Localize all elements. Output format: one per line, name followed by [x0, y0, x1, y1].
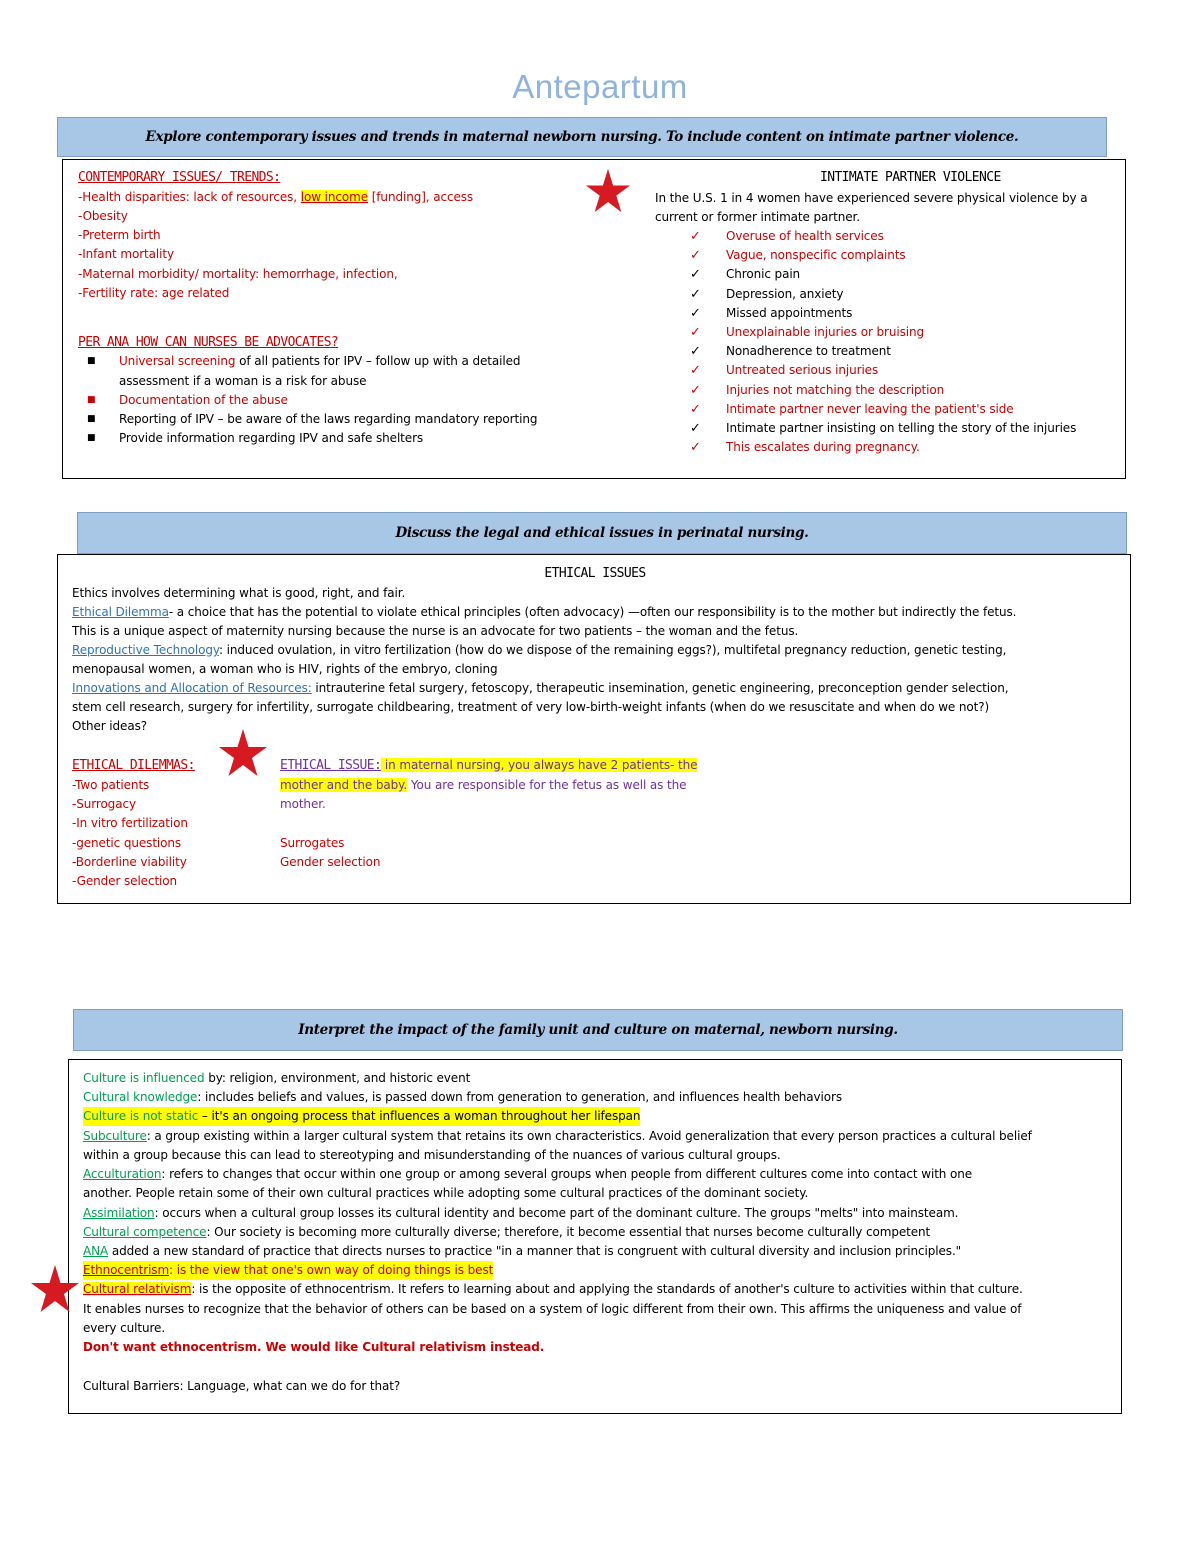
- ana-bullet-cont: assessment if a woman is a risk for abuse: [119, 374, 367, 388]
- star-icon: [218, 728, 268, 778]
- ethnocentrism-line: Ethnocentrism: is the view that one's own way of doing things is best: [83, 1261, 493, 1280]
- ana-bullet: Provide information regarding IPV and safe shelters: [119, 431, 424, 445]
- culture-line: Assimilation: occurs when a cultural group losses its cultural identity and become part of the dominant culture. The groups "melts" into mainsteam.: [83, 1206, 959, 1220]
- culture-line: Culture is influenced by: religion, environment, and historic event: [83, 1071, 471, 1085]
- contemporary-item: -Fertility rate: age related: [78, 286, 230, 300]
- ipv-sign-item: Depression, anxiety: [726, 286, 844, 301]
- checkmark-icon: ✓: [690, 229, 701, 244]
- culture-line-cont: every culture.: [83, 1321, 166, 1335]
- ana-heading: PER ANA HOW CAN NURSES BE ADVOCATES?: [78, 335, 339, 350]
- ipv-sign-item: Nonadherence to treatment: [726, 344, 891, 359]
- ethical-dilemmas-heading: ETHICAL DILEMMAS:: [72, 758, 195, 773]
- checkmark-icon: ✓: [690, 344, 701, 360]
- culture-line: Subculture: a group existing within a larger cultural system that retains its own characteristics. Avoid generalization that every person practices a cultural belief: [83, 1129, 1032, 1143]
- ana-bullet: Universal screening of all patients for IPV – follow up with a detailed: [119, 354, 521, 368]
- square-bullet-icon: ■: [87, 433, 96, 443]
- section1-banner-text: Explore contemporary issues and trends in maternal newborn nursing. To include content on intimate partner violence.: [145, 129, 1019, 145]
- ipv-sign-item: Untreated serious injuries: [726, 363, 879, 378]
- contemporary-item: -Obesity: [78, 209, 128, 223]
- ethical-dilemma-item: -Borderline viability: [72, 854, 187, 869]
- reproductive-tech-line: Reproductive Technology: induced ovulation, in vitro fertilization (how do we dispose of the remaining eggs?), multifetal pregnancy reduction, genetic testing,: [72, 643, 1007, 657]
- ipv-heading: INTIMATE PARTNER VIOLENCE: [820, 170, 1001, 185]
- ethical-issue-label: ETHICAL ISSUE:: [280, 758, 382, 773]
- culture-line: Cultural competence: Our society is becoming more culturally diverse; therefore, it become essential that nurses become culturally competent: [83, 1225, 931, 1239]
- section2-banner-text: Discuss the legal and ethical issues in perinatal nursing.: [395, 525, 809, 541]
- checkmark-icon: ✓: [690, 286, 701, 302]
- ethical-issue-line: ETHICAL ISSUE: in maternal nursing, you always have 2 patients- the: [280, 758, 698, 773]
- section2-banner: [77, 512, 1127, 554]
- checkmark-icon: ✓: [690, 267, 701, 283]
- square-bullet-icon: ■: [87, 395, 96, 405]
- ethical-issue-cont: mother and the baby. You are responsible for the fetus as well as the: [280, 778, 687, 792]
- section3-box: [68, 1059, 1122, 1414]
- star-icon: [30, 1264, 80, 1314]
- ipv-sign-item: Missed appointments: [726, 305, 853, 320]
- ipv-sign-item: Intimate partner never leaving the patient's side: [726, 401, 1014, 416]
- contemporary-item: -Maternal morbidity/ mortality: hemorrhage, infection,: [78, 267, 398, 281]
- ethical-dilemma-item: -genetic questions: [72, 835, 182, 850]
- cultural-relativism-line: Cultural relativism: is the opposite of ethnocentrism. It refers to learning about and applying the standards of another's culture to activities within that culture.: [83, 1282, 1023, 1296]
- culture-line: Cultural knowledge: includes beliefs and values, is passed down from generation to generation, and influences health behaviors: [83, 1090, 843, 1104]
- ipv-sign-item: Unexplainable injuries or bruising: [726, 325, 924, 339]
- contemporary-item: -Health disparities: lack of resources, low income [funding], access: [78, 190, 474, 204]
- ethical-dilemma-item: -Surrogacy: [72, 797, 136, 812]
- ipv-intro: current or former intimate partner.: [655, 210, 860, 224]
- reproductive-tech-cont: menopausal women, a woman who is HIV, rights of the embryo, cloning: [72, 662, 498, 676]
- other-ideas: Other ideas?: [72, 719, 147, 733]
- ethnocentrism-note: Don't want ethnocentrism. We would like Cultural relativism instead.: [83, 1340, 545, 1354]
- ethical-dilemma-item: -Gender selection: [72, 874, 178, 888]
- reproductive-tech-label: Reproductive Technology: [72, 643, 220, 657]
- ethics-definition: Ethics involves determining what is good, right, and fair.: [72, 586, 406, 600]
- culture-line: Acculturation: refers to changes that occur within one group or among several groups when people from different cultures come into contact with one: [83, 1167, 973, 1181]
- ipv-sign-item: Injuries not matching the description: [726, 382, 945, 397]
- square-bullet-icon: ■: [87, 356, 96, 366]
- culture-line-highlight: Culture is not static – it's an ongoing process that influences a woman throughout her lifespan: [83, 1107, 640, 1126]
- section1-banner: [57, 117, 1107, 157]
- section3-banner: [73, 1009, 1123, 1051]
- culture-line-cont: It enables nurses to recognize that the behavior of others can be based on a system of logic different from their own. This affirms the uniqueness and value of: [83, 1302, 1022, 1316]
- ipv-sign-item: This escalates during pregnancy.: [726, 440, 920, 455]
- culture-line-cont: another. People retain some of their own cultural practices while adopting some cultural practices of the dominant society.: [83, 1186, 809, 1200]
- ethical-dilemma-item: -In vitro fertilization: [72, 816, 188, 831]
- page-title: Antepartum: [512, 68, 688, 105]
- culture-line: ANA added a new standard of practice that directs nurses to practice "in a manner that is congruent with cultural diversity and inclusion principles.": [83, 1244, 962, 1258]
- innovations-line: Innovations and Allocation of Resources: intrauterine fetal surgery, fetoscopy, therapeutic insemination, genetic engineering, preconception gender selection,: [72, 681, 1009, 695]
- checkmark-icon: ✓: [690, 363, 701, 379]
- square-bullet-icon: ■: [87, 414, 96, 424]
- checkmark-icon: ✓: [690, 401, 701, 417]
- checkmark-icon: ✓: [690, 305, 701, 321]
- ipv-sign-item: Vague, nonspecific complaints: [726, 248, 906, 263]
- innovations-label: Innovations and Allocation of Resources:: [72, 681, 312, 695]
- checkmark-icon: ✓: [690, 382, 701, 398]
- ethical-issue-gender: Gender selection: [280, 855, 381, 869]
- ethical-issue-surrogates: Surrogates: [280, 836, 345, 850]
- ipv-sign-item: Overuse of health services: [726, 229, 884, 243]
- ana-bullet: Documentation of the abuse: [119, 393, 288, 407]
- checkmark-icon: ✓: [690, 440, 701, 456]
- ethical-dilemma-cont: This is a unique aspect of maternity nursing because the nurse is an advocate for two patients – the woman and the fetus.: [72, 624, 799, 638]
- contemporary-item: -Preterm birth: [78, 228, 161, 242]
- ipv-intro: In the U.S. 1 in 4 women have experienced severe physical violence by a: [655, 191, 1088, 205]
- cultural-barriers: Cultural Barriers: Language, what can we do for that?: [83, 1379, 401, 1393]
- ethical-dilemma-label: Ethical Dilemma: [72, 605, 169, 619]
- section3-banner-text: Interpret the impact of the family unit and culture on maternal, newborn nursing.: [298, 1022, 898, 1038]
- ana-bullet: Reporting of IPV – be aware of the laws regarding mandatory reporting: [119, 412, 538, 426]
- ipv-sign-item: Chronic pain: [726, 267, 801, 282]
- contemporary-item: -Infant mortality: [78, 247, 174, 261]
- innovations-cont: stem cell research, surgery for infertility, surrogate childbearing, treatment of very low-birth-weight infants (when do we resuscitate and when do we not?): [72, 700, 990, 714]
- low-income-highlight: low income: [300, 190, 369, 204]
- contemporary-heading: CONTEMPORARY ISSUES/ TRENDS:: [78, 170, 281, 185]
- star-icon: [585, 168, 631, 214]
- checkmark-icon: ✓: [690, 421, 701, 436]
- checkmark-icon: ✓: [690, 325, 701, 340]
- ethical-issues-heading: ETHICAL ISSUES: [544, 566, 646, 581]
- ethical-issue-cont: mother.: [280, 797, 326, 811]
- checkmark-icon: ✓: [690, 248, 701, 264]
- culture-line-cont: within a group because this can lead to stereotyping and misunderstanding of the nuances of various cultural groups.: [83, 1148, 781, 1162]
- ethical-dilemma-item: -Two patients: [72, 778, 150, 792]
- ethical-dilemma-line: Ethical Dilemma- a choice that has the potential to violate ethical principles (often advocacy) —often our responsibility is to the mother but indirectly the fetus.: [72, 605, 1017, 619]
- ipv-sign-item: Intimate partner insisting on telling the story of the injuries: [726, 421, 1077, 435]
